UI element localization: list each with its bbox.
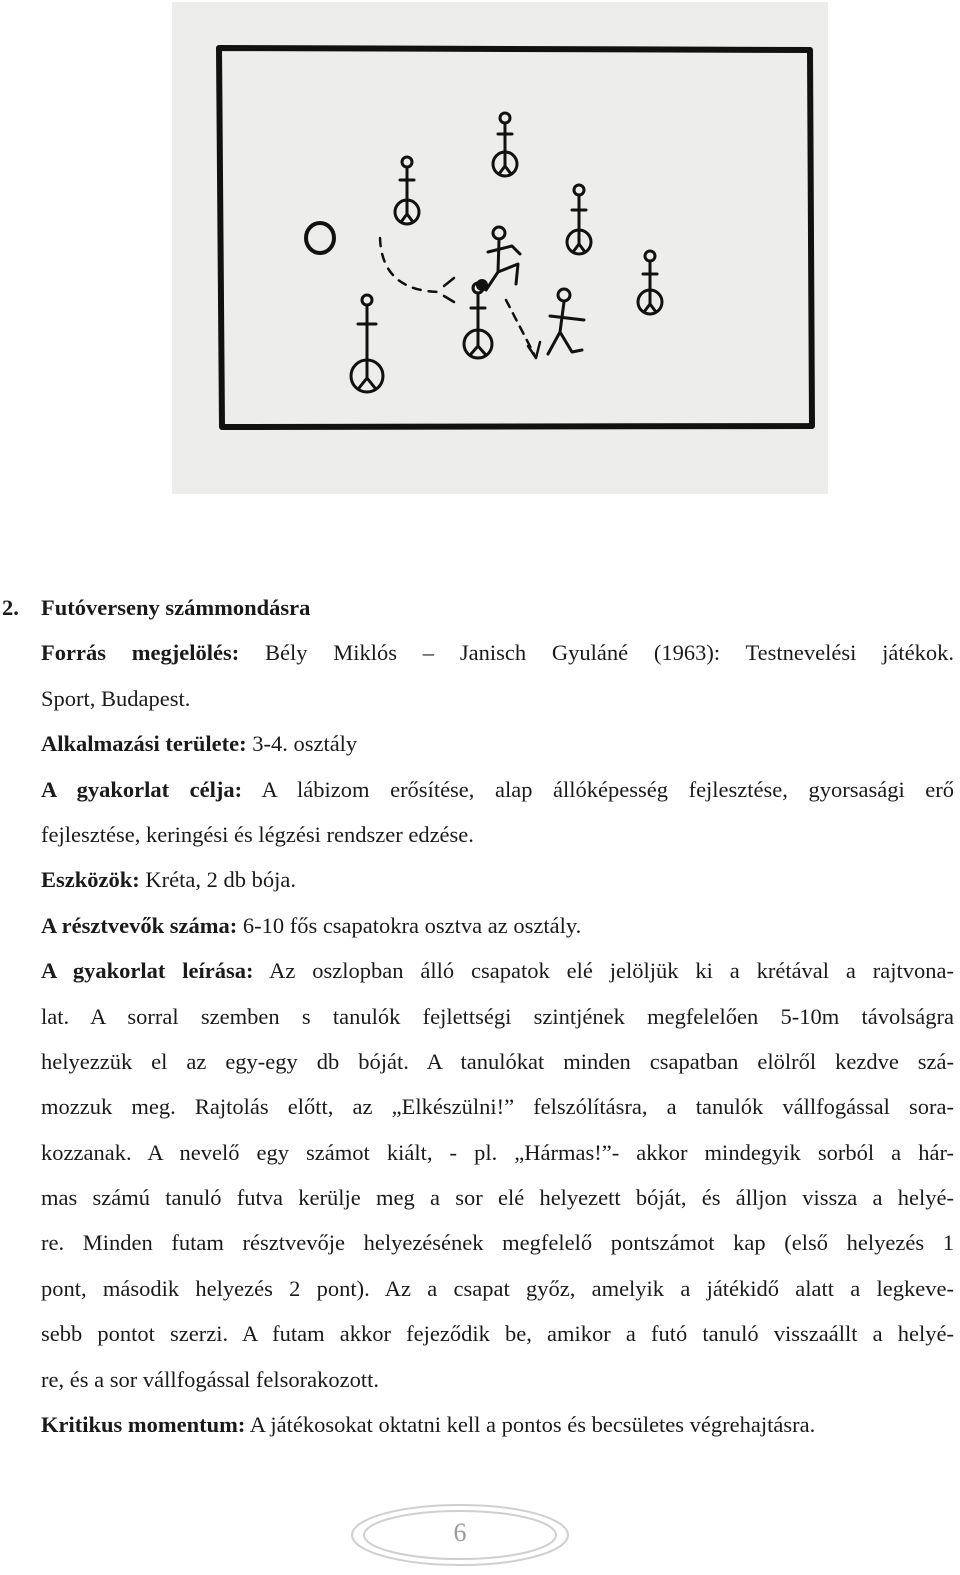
participants-line — [0, 903, 960, 948]
description-text-line: re, és a sor vállfogással felsorakozott. — [41, 1366, 380, 1392]
description-line — [0, 948, 960, 993]
description-text: Az oszlopban álló csapatok elé jelöljük ki a krétával a rajtvona- — [269, 958, 955, 984]
page-number: 6 — [453, 1518, 467, 1547]
critical-label: Kritikus momentum: — [41, 1412, 246, 1438]
description-label: A gyakorlat leírása: — [41, 958, 254, 984]
goal-line — [0, 767, 960, 812]
application-label: Alkalmazási területe: — [41, 731, 247, 757]
source-line — [0, 630, 960, 675]
source-label: Forrás megjelölés: — [41, 640, 240, 666]
description-text-line: kozzanak. A nevelő egy számot kiált, - pl. „Hármas!”- akkor mindegyik sorból a hár- — [41, 1139, 954, 1165]
description-text-line: pont, második helyezés 2 pont). Az a csapat győz, amelyik a játékidő alatt a legkeve- — [41, 1275, 954, 1301]
source-text-cont: Sport, Budapest. — [41, 685, 191, 711]
section-heading-line — [0, 585, 960, 630]
exercise-text — [0, 585, 960, 1447]
ball-icon — [476, 279, 488, 291]
description-text-line: helyezzük el az egy-egy db bóját. A tanulókat minden csapatban elölről kezdve szá- — [41, 1048, 954, 1074]
description-text-line: re. Minden futam résztvevője helyezésének megfelelő pontszámot kap (első helyezés 1 — [41, 1230, 954, 1256]
drawing-photo — [172, 2, 828, 494]
critical-text: A játékosokat oktatni kell a pontos és becsületes végrehajtásra. — [249, 1412, 816, 1438]
application-line — [0, 721, 960, 766]
tools-line — [0, 857, 960, 902]
tools-label: Eszközök: — [41, 867, 140, 893]
goal-label: A gyakorlat célja: — [41, 776, 243, 802]
playfield-sketch — [172, 2, 828, 494]
section-number: 2. — [2, 595, 19, 620]
description-text-line: mas számú tanuló futva kerülje meg a sor elé helyezett bóját, és álljon vissza a helyé- — [41, 1185, 954, 1211]
goal-text: A lábizom erősítése, alap állóképesség fejlesztése, gyorsasági erő — [261, 776, 954, 802]
goal-text-cont: fejlesztése, keringési és légzési rendszer edzése. — [41, 821, 474, 847]
source-text: Bély Miklós – Janisch Gyuláné (1963): Testnevelési játékok. — [264, 640, 954, 666]
application-text: 3-4. osztály — [252, 731, 358, 757]
description-text-line: sebb pontot szerzi. A futam akkor fejeződik be, amikor a futó tanuló visszaállt a helyé- — [41, 1321, 954, 1347]
description-text-line: lat. A sorral szemben s tanulók fejlettségi szintjének megfelelően 5-10m távolságra — [41, 1003, 954, 1029]
participants-label: A résztvevők száma: — [41, 912, 238, 938]
tools-text: Kréta, 2 db bója. — [145, 867, 296, 893]
participants-text: 6-10 fős csapatokra osztva az osztály. — [242, 912, 582, 938]
critical-line — [0, 1402, 960, 1447]
page-footer — [348, 1500, 572, 1570]
description-text-line: mozzuk meg. Rajtolás előtt, az „Elkészülni!” felszólításra, a tanulók vállfogással sora- — [41, 1094, 954, 1120]
section-title: Futóverseny számmondásra — [41, 595, 311, 620]
